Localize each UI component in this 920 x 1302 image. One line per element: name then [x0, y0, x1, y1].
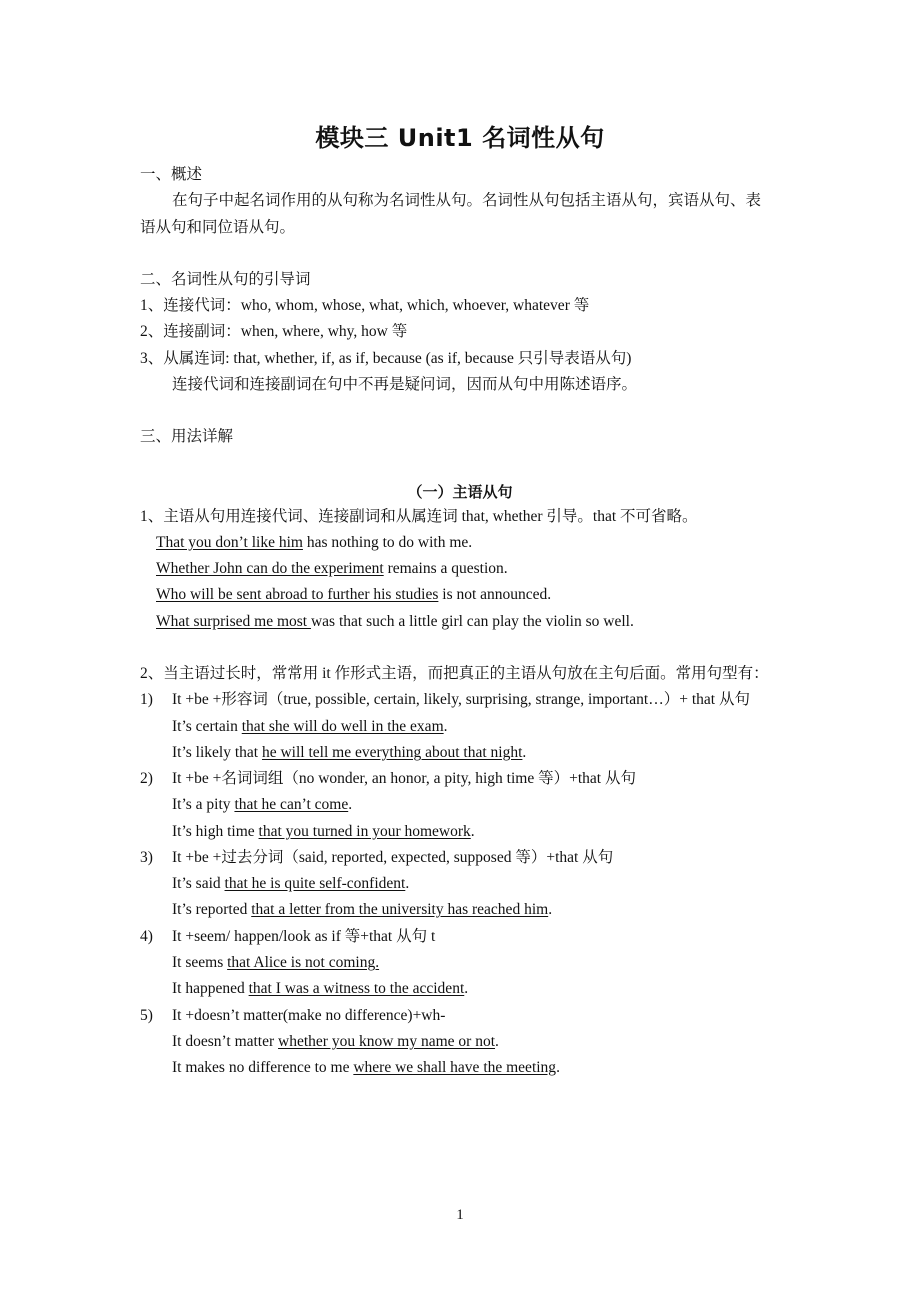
example-sentence: Whether John can do the experiment remains a question. — [156, 560, 508, 577]
underlined-clause: he will tell me everything about that night — [261, 744, 523, 761]
pattern-number: 4) — [140, 928, 153, 945]
section-heading-overview: 一、概述 — [140, 166, 203, 183]
pattern-text: It +be +形容词（true, possible, certain, likely, surprising, strange, important…）+ that 从句 — [172, 691, 750, 708]
section-heading-usage: 三、用法详解 — [140, 428, 234, 445]
underlined-clause: that you turned in your homework — [258, 823, 471, 840]
pattern-example: It’s high time that you turned in your homework. — [172, 823, 475, 840]
pattern-example: It makes no difference to me where we shall have the meeting. — [172, 1059, 560, 1076]
rule-1: 1、主语从句用连接代词、连接副词和从属连词 that, whether 引导。that 不可省略。 — [140, 508, 698, 525]
pattern-text: It +be +过去分词（said, reported, expected, supposed 等）+that 从句 — [172, 849, 614, 866]
underlined-clause: that he is quite self-confident — [224, 875, 406, 892]
underlined-clause: that she will do well in the exam — [241, 718, 444, 735]
pattern-example: It doesn’t matter whether you know my name or not. — [172, 1033, 499, 1050]
page-title: 模块三 Unit1 名词性从句 — [315, 124, 605, 152]
introducer-item-1: 1、连接代词：who, whom, whose, what, which, whoever, whatever 等 — [140, 297, 590, 314]
page-number: 1 — [456, 1207, 464, 1223]
pattern-number: 2) — [140, 770, 153, 787]
underlined-clause: Whether John can do the experiment — [156, 560, 384, 577]
pattern-example: It’s likely that he will tell me everything about that night. — [172, 744, 527, 761]
example-sentence: What surprised me most was that such a little girl can play the violin so well. — [156, 613, 634, 630]
pattern-example: It seems that Alice is not coming. — [172, 954, 380, 971]
underlined-clause: Who will be sent abroad to further his studies — [156, 586, 439, 603]
overview-paragraph-line1: 在句子中起名词作用的从句称为名词性从句。名词性从句包括主语从句，宾语从句、表 — [172, 192, 762, 209]
pattern-example: It’s a pity that he can’t come. — [172, 796, 353, 813]
introducer-note: 连接代词和连接副词在句中不再是疑问词，因而从句中用陈述语序。 — [172, 376, 638, 393]
pattern-number: 1) — [140, 691, 153, 708]
pattern-text: It +be +名词词组（no wonder, an honor, a pity, high time 等）+that 从句 — [172, 770, 636, 787]
introducer-item-3: 3、从属连词: that, whether, if, as if, because (as if, because 只引导表语从句) — [140, 350, 632, 367]
underlined-clause: that I was a witness to the accident — [248, 980, 465, 997]
underlined-clause: whether you know my name or not — [278, 1033, 496, 1050]
pattern-number: 5) — [140, 1007, 153, 1024]
pattern-number: 3) — [140, 849, 153, 866]
underlined-clause: What surprised me most — [156, 613, 311, 630]
subheading-subject-clause: （一）主语从句 — [407, 483, 513, 501]
example-sentence: That you don’t like him has nothing to do with me. — [156, 534, 473, 551]
pattern-example: It’s reported that a letter from the university has reached him. — [172, 901, 553, 918]
underlined-clause: That you don’t like him — [156, 534, 303, 551]
pattern-example: It’s said that he is quite self-confident. — [172, 875, 410, 892]
underlined-clause: that a letter from the university has reached him — [251, 901, 549, 918]
pattern-text: It +seem/ happen/look as if 等+that 从句 t — [172, 928, 436, 945]
underlined-clause: that Alice is not coming. — [227, 954, 380, 971]
overview-paragraph-line2: 语从句和同位语从句。 — [140, 219, 296, 236]
underlined-clause: where we shall have the meeting — [353, 1059, 557, 1076]
section-heading-introducers: 二、名词性从句的引导词 — [140, 271, 311, 288]
introducer-item-2: 2、连接副词：when, where, why, how 等 — [140, 323, 408, 340]
rule-2: 2、当主语过长时，常常用 it 作形式主语，而把真正的主语从句放在主句后面。常用句型有： — [140, 665, 769, 682]
example-sentence: Who will be sent abroad to further his studies is not announced. — [156, 586, 552, 603]
underlined-clause: that he can’t come — [234, 796, 349, 813]
pattern-example: It’s certain that she will do well in the exam. — [172, 718, 448, 735]
pattern-text: It +doesn’t matter(make no difference)+wh- — [172, 1007, 446, 1024]
pattern-example: It happened that I was a witness to the accident. — [172, 980, 469, 997]
